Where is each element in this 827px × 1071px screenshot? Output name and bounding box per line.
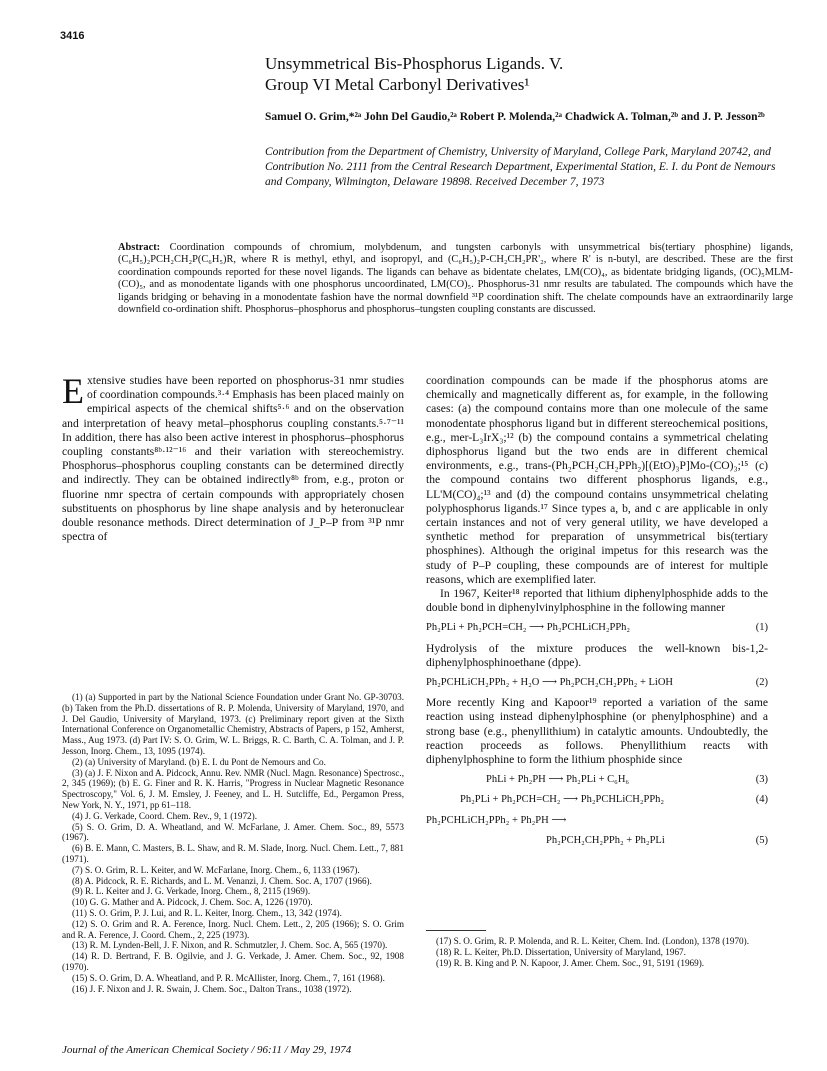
footnote: (4) J. G. Verkade, Coord. Chem. Rev., 9, 1 (1972). [72,810,257,821]
equation-number: (5) [755,834,768,846]
footnote: (8) A. Pidcock, R. E. Richards, and L. M. Venanzi, J. Chem. Soc. A, 1707 (1966). [72,875,372,886]
footnote: (5) S. O. Grim, D. A. Wheatland, and W. McFarlane, J. Amer. Chem. Soc., 89, 5573 (1967). [62,821,404,843]
journal-footer: Journal of the American Chemical Society / 96:11 / May 29, 1974 [62,1044,352,1056]
footnote: (14) R. D. Bertrand, F. B. Ogilvie, and J. G. Verkade, J. Amer. Chem. Soc., 92, 1908 (1970). [62,951,404,972]
footnote-divider [426,930,486,931]
equation-4 [426,793,768,807]
page-number: 3416 [60,30,85,42]
footnote: (18) R. L. Keiter, Ph.D. Dissertation, University of Maryland, 1967. [436,946,686,957]
affiliation: Contribution from the Department of Chemistry, University of Maryland, College Park, Maryland 20742, and Contribution No. 2111 from the Central Research Department, Experimental Station, E. I. du Pont de Nemours and Company, Wilmington, Delaware 19898. Received December 7, 1973 [265,146,776,188]
equation-5-line-2 [426,834,768,848]
author-list: Samuel O. Grim,*²ᵃ John Del Gaudio,²ᵃ Robert P. Molenda,²ᵃ Chadwick A. Tolman,²ᵇ and J. P. Jesson²ᵇ [265,111,765,123]
footnote: (10) G. G. Mather and A. Pidcock, J. Chem. Soc. A, 1226 (1970). [72,897,313,908]
equation-number: (4) [755,794,768,806]
footnotes-right [426,936,768,968]
body-paragraph: xtensive studies have been reported on phosphorus-31 nmr studies of coordination compounds.³·⁴ Emphasis has been placed mainly on empirical aspects of the chemical shifts⁵·⁶ and on the observation and interpretation of heavy metal–phosphorus coupling constants.⁵·⁷⁻¹¹ In addition, there has also been active interest in phosphorus–phosphorus coupling constants⁸ᵇ·¹²⁻¹⁶ and their variation with stereochemistry. Phosphorus–phosphorus coupling constants can be determined directly and indirectly. They can be obtained indirectly⁸ᵇ from, e.g., proton or fluorine nmr spectra of certain compounds with appropriately chosen substituents on phosphorus by line shape analysis and by heteronuclear double resonance methods. Direct determination of J_P–P from ³¹P nmr spectra of [62,374,404,544]
footnote: (1) (a) Supported in part by the National Science Foundation under Grant No. GP-30703. (b) Taken from the Ph.D. dissertations of R. P. Molenda, University of Maryland, 1970, and J. Del Gaudio, University of Maryland, 1973. (c) Preliminary report given at the Sixth International Conference on Organometallic Chemistry, Abstracts of Papers, p 152, Amherst, Mass., Aug 1973. (d) Part IV: S. O. Grim, W. L. Briggs, R. C. Barth, C. A. Tolman, and J. P. Jesson, Inorg. Chem., 13, 1095 (1974). [62,692,404,756]
equation-text: Ph₂PCHLiCH₂PPh₂ + Ph₂PH ⟶ [426,814,567,826]
title-line-1: Unsymmetrical Bis-Phosphorus Ligands. V. [265,54,564,73]
equation-number: (1) [755,622,768,634]
right-column [426,374,768,854]
equation-text: Ph₂PCH₂CH₂PPh₂ + Ph₂PLi [546,834,665,846]
body-paragraph: coordination compounds can be made if the phosphorus atoms are chemically and magnetically different as, for example, in the following cases: (a) the compound contains more than one molecule of the same monodentate phosphorus ligand but in different stereochemical positions, e.g., mer-L₃IrX₃;¹² (b) the compound contains a symmetrical chelating diphosphorus ligand but the two ends are in different chemical environments, e.g., trans-(Ph₂PCH₂CH₂PPh₂)[(EtO)₃P]Mo-(CO)₃;¹⁵ (c) the compound contains two different phosphorus ligands, e.g., LL'M(CO)₄;¹³ and (d) the compound contains unsymmetrical chelating polyphosphorus ligands.¹⁷ Since types a, b, and c are applicable in only certain instances and not of very general utility, we have developed a synthetic method for preparation of unsymmetrical bis(tertiary phosphines). Although the original impetus for this research was the study of P–P coupling, these compounds are of interest for multiple reasons, which are exemplified later. [426,374,768,586]
abstract-text: Coordination compounds of chromium, molybdenum, and tungsten carbonyls with unsymmetrical bis(tertiary phosphine) ligands, (C₆H₅)₂PCH₂CH₂P(C₆H₅)R, where R is methyl, ethyl, and isopropyl, and (C₆H₅)₂P-CH₂CH₂PR'₂, where R' is n-butyl, are described. These are the first coordination compounds reported for these novel ligands. The ligands can behave as bidentate chelates, LM(CO)₄, as bidentate bridging ligands, (OC)₅MLM-(CO)₅, and as monodentate ligands with one phosphorus uncoordinated, LM(CO)₅. Phosphorus-31 nmr results are tabulated. The compounds which have the ligands bridging or behaving in a monodentate fashion have the normal downfield ³¹P coordination shift. The chelate compounds have an extraordinarily large downfield co-ordination shift. Phosphorus–phosphorus and phosphorus–tungsten coupling constants are discussed. [118,242,793,316]
footnote: (12) S. O. Grim and R. A. Ference, Inorg. Nucl. Chem. Lett., 2, 205 (1966); S. O. Grim and R. A. Ference, J. Coord. Chem., 2, 225 (1973). [62,918,404,940]
footnote: (3) (a) J. F. Nixon and A. Pidcock, Annu. Rev. NMR (Nucl. Magn. Resonance) Spectrosc., 2, 345 (1969); (b) E. G. Finer and R. K. Harris, "Progress in Nuclear Magnetic Resonance Spectroscopy," Vol. 6, J. M. Emsley, J. Feeney, and L. H. Sutcliffe, Ed., Pergamon Press, New York, N. Y., 1971, pp 61–118. [62,767,404,810]
drop-cap: E [62,371,84,411]
footnote: (16) J. F. Nixon and J. R. Swain, J. Chem. Soc., Dalton Trans., 1038 (1972). [72,983,352,994]
footnote: (15) S. O. Grim, D. A. Wheatland, and P. R. McAllister, Inorg. Chem., 7, 161 (1968). [72,972,385,983]
abstract-label: Abstract: [118,242,161,253]
footnote: (7) S. O. Grim, R. L. Keiter, and W. McFarlane, Inorg. Chem., 6, 1133 (1967). [72,864,360,875]
body-paragraph: Hydrolysis of the mixture produces the well-known bis-1,2-diphenylphosphinoethane (dppe). [426,641,768,669]
footnote: (6) B. E. Mann, C. Masters, B. L. Shaw, and R. M. Slade, Inorg. Nucl. Chem. Lett., 7, 881 (1971). [62,843,404,864]
footnote: (19) R. B. King and P. N. Kapoor, J. Amer. Chem. Soc., 91, 5191 (1969). [436,957,705,968]
footnote: (2) (a) University of Maryland. (b) E. I. du Pont de Nemours and Co. [72,756,326,767]
article-title [265,53,765,95]
left-column [62,371,404,544]
equation-5-line-1 [426,814,768,828]
body-paragraph: In 1967, Keiter¹⁸ reported that lithium diphenylphosphide adds to the double bond in diphenylvinylphosphine in the following manner [426,587,768,615]
equation-text: Ph₂PCHLiCH₂PPh₂ + H₂O ⟶ Ph₂PCH₂CH₂PPh₂ + LiOH [426,677,673,689]
equation-number: (2) [755,677,768,689]
footnote: (13) R. M. Lynden-Bell, J. F. Nixon, and R. Schmutzler, J. Chem. Soc. A, 565 (1970). [72,940,388,951]
footnote: (17) S. O. Grim, R. P. Molenda, and R. L. Keiter, Chem. Ind. (London), 1378 (1970). [436,936,749,946]
footnotes-left [62,692,404,994]
equation-3 [426,773,768,787]
equation-1 [426,621,768,635]
equation-2 [426,676,768,690]
footnote: (9) R. L. Keiter and J. G. Verkade, Inorg. Chem., 8, 2115 (1969). [72,886,311,897]
equation-text: Ph₂PLi + Ph₂PCH=CH₂ ⟶ Ph₂PCHLiCH₂PPh₂ [460,794,665,806]
title-line-2: Group VI Metal Carbonyl Derivatives¹ [265,75,530,94]
equation-text: PhLi + Ph₂PH ⟶ Ph₂PLi + C₆H₆ [486,774,630,786]
body-paragraph: More recently King and Kapoor¹⁹ reported a variation of the same reaction using instead diphenylphosphine (or phenylphosphine) and a strong base (e.g., phenyllithium) in catalytic amounts. Undoubtedly, the reaction proceeds as follows. Phenyllithium reacts with diphenylphosphine to form the lithium phosphide since [426,696,768,767]
equation-number: (3) [755,774,768,786]
abstract [118,242,793,316]
footnote: (11) S. O. Grim, P. J. Lui, and R. L. Keiter, Inorg. Chem., 13, 342 (1974). [72,907,342,918]
equation-text: Ph₂PLi + Ph₂PCH=CH₂ ⟶ Ph₂PCHLiCH₂PPh₂ [426,622,631,634]
